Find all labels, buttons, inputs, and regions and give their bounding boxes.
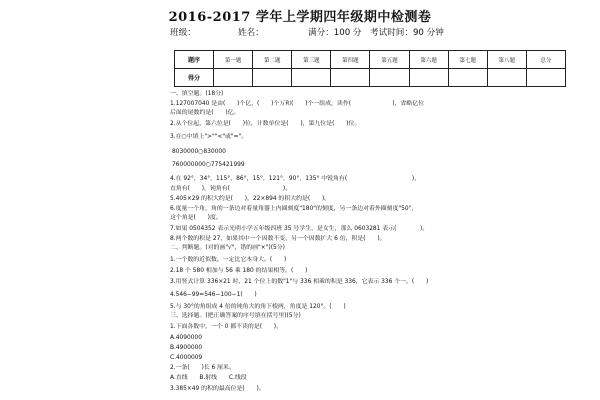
- column-header-cell: 第一题: [214, 51, 253, 69]
- score-cell: [487, 69, 526, 87]
- score-cell: [448, 69, 487, 87]
- score-cell: [409, 69, 448, 87]
- question-line: 1.下面各数中，一个 0 都不读的是( )。: [170, 324, 282, 330]
- question-line: 3.用竖式计算 336×21 时，21 个位上的数"1"与 336 相乘的积是 336，它表示 336 个一。( ): [170, 279, 429, 285]
- question-line: 2.18 个 580 相加与 56 乘 180 的结果相等。( ): [170, 268, 308, 274]
- question-line: 4.在 92°，34°，115°，86°，15°，121°，90°，135° 中锐角有( )，: [170, 176, 421, 182]
- question-line: 1.一个数的近似数，一定比它本身大。( ): [170, 257, 287, 263]
- score-table: [174, 50, 566, 87]
- question-line: 3.在○中填上">""<"或"="。: [170, 134, 248, 140]
- question-line: 8.两个数的积是 27，如果其中一个因数不变，另一个因数扩大 6 倍，积是( )。: [170, 236, 386, 242]
- section-choice-heading: 三、选择题。(把正确答案的序号填在括号里)(5分): [170, 313, 301, 319]
- score-cell: [331, 69, 370, 87]
- question-line: 5.405×29 的积大约是( )，22×894 的积大约是( )。: [170, 196, 331, 202]
- exam-time-label: 考试时间：90 分钟: [370, 28, 444, 38]
- name-field: 姓名：: [238, 28, 264, 38]
- option-line: B.4900000: [170, 345, 203, 351]
- question-line: 4.546−99=546−100−1( ): [170, 292, 257, 298]
- question-line: 直角有( )，钝角有( )。: [170, 186, 292, 192]
- option-line: A.直线 B.射线 C.线段: [170, 375, 247, 381]
- question-line: 3.385×49 的积的最高位是( )。: [170, 386, 265, 392]
- question-line: 1.127007040 是由( )个亿、( )个万和( )个一组成，读作( )，省略亿位: [170, 101, 424, 107]
- question-line: 2.一条( )长 6 厘米。: [170, 365, 235, 371]
- question-line: 2.从个位起，第六位是( )位，计数单位是( )，第九位是( )位。: [170, 121, 361, 127]
- question-line: 8030000○830000: [172, 149, 226, 155]
- column-header-cell: 第六题: [409, 51, 448, 69]
- score-cell: [214, 69, 253, 87]
- score-table-header-row: [175, 51, 566, 69]
- score-cell: [253, 69, 292, 87]
- section-fill-blank-heading: 一、填空题。(18分): [170, 91, 224, 97]
- full-score-label: 满分：100 分: [308, 28, 362, 38]
- score-cell: [370, 69, 409, 87]
- column-header-cell: 第五题: [370, 51, 409, 69]
- column-header-cell: 第四题: [331, 51, 370, 69]
- question-line: 这个角是( )度。: [170, 215, 222, 221]
- question-line: 6.度量一个角，角的一条边对着量角器上内圈刻度"180"的刻度，另一条边对着外圈刻度"50"，: [170, 206, 418, 212]
- question-line: 5.与 30°的角组成 4 倍的钝角大的角下棱两，角度是 120°。( ): [170, 304, 346, 310]
- question-line: 760000000○775421999: [172, 162, 245, 168]
- student-info-bar: [170, 26, 590, 40]
- option-line: C.4000009: [170, 355, 203, 361]
- column-header-cell: 第八题: [487, 51, 526, 69]
- header-label-cell: 题序: [175, 51, 214, 69]
- column-header-cell: 总分: [526, 51, 565, 69]
- section-judge-heading: 二、判断题。(对的画"√"，错的画"×")(5分): [170, 245, 285, 251]
- score-cell: [292, 69, 331, 87]
- class-field: 班级：: [170, 28, 196, 38]
- column-header-cell: 第二题: [253, 51, 292, 69]
- question-line: 7.如果 0504352 表示光明小学五年级四班 35 号学生，是女生，那么 0603281 表示( )。: [170, 226, 429, 232]
- question-line: 后面的尾数约是( )亿。: [170, 110, 240, 116]
- score-cell: [526, 69, 565, 87]
- score-table-score-row: [175, 69, 566, 87]
- column-header-cell: 第七题: [448, 51, 487, 69]
- page-title: 2016-2017 学年上学期四年级期中检测卷: [168, 10, 432, 25]
- column-header-cell: 第三题: [292, 51, 331, 69]
- option-line: A.4090000: [170, 335, 203, 341]
- score-label-cell: 得分: [175, 69, 214, 87]
